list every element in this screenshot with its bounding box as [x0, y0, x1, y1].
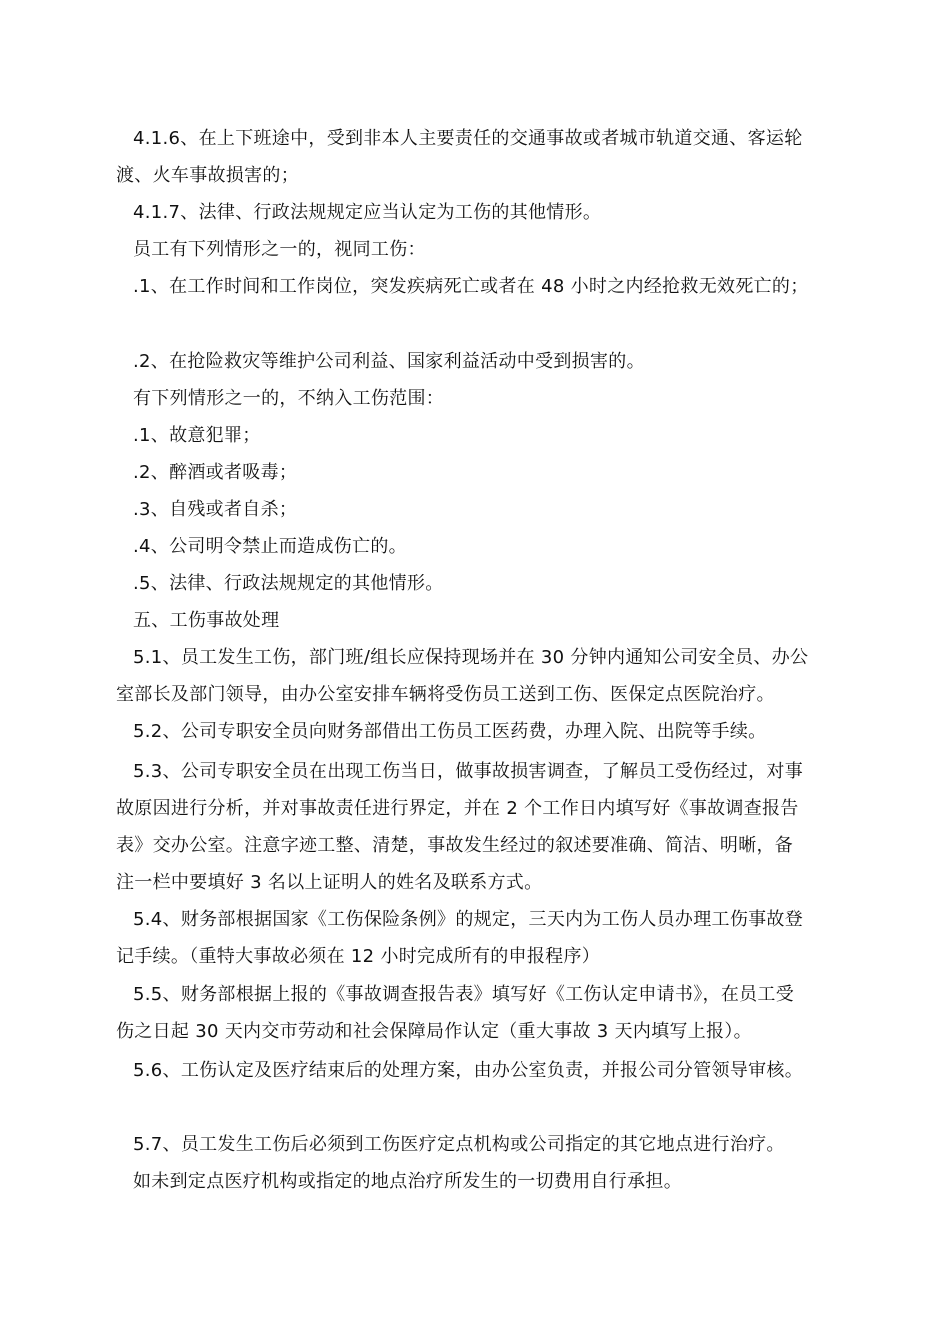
excluded-item-5: .5、法律、行政法规规定的其他情形。: [133, 573, 444, 594]
paragraph-4-1-6-line-1: 4.1.6、在上下班途中，受到非本人主要责任的交通事故或者城市轨道交通、客运轮: [133, 128, 803, 149]
section-heading-excluded: 有下列情形之一的，不纳入工伤范围：: [133, 388, 445, 409]
paragraph-5-3-line-4: 注一栏中要填好 3 名以上证明人的姓名及联系方式。: [116, 872, 543, 893]
paragraph-5-5-line-1: 5.5、财务部根据上报的《事故调查报告表》填写好《工伤认定申请书》，在员工受: [133, 984, 795, 1005]
excluded-item-2: .2、醉酒或者吸毒；: [133, 462, 298, 483]
deemed-injury-item-1: .1、在工作时间和工作岗位，突发疾病死亡或者在 48 小时之内经抢救无效死亡的；: [133, 276, 809, 297]
excluded-item-1: .1、故意犯罪；: [133, 425, 261, 446]
paragraph-5-5-line-2: 伤之日起 30 天内交市劳动和社会保障局作认定（重大事故 3 天内填写上报）。: [116, 1021, 752, 1042]
paragraph-4-1-7: 4.1.7、法律、行政法规规定应当认定为工伤的其他情形。: [133, 202, 602, 223]
paragraph-5-7: 5.7、员工发生工伤后必须到工伤医疗定点机构或公司指定的其它地点进行治疗。: [133, 1134, 785, 1155]
paragraph-5-4-line-2: 记手续。（重特大事故必须在 12 小时完成所有的申报程序）: [116, 946, 601, 967]
paragraph-5-3-line-2: 故原因进行分析，并对事故责任进行界定，并在 2 个工作日内填写好《事故调查报告: [116, 798, 799, 819]
paragraph-5-3-line-3: 表》交办公室。注意字迹工整、清楚，事故发生经过的叙述要准确、简洁、明晰，备: [116, 835, 794, 856]
paragraph-5-7-followup: 如未到定点医疗机构或指定的地点治疗所发生的一切费用自行承担。: [133, 1171, 682, 1192]
paragraph-5-1-line-1: 5.1、员工发生工伤，部门班/组长应保持现场并在 30 分钟内通知公司安全员、办公: [133, 647, 809, 668]
excluded-item-3: .3、自残或者自杀；: [133, 499, 298, 520]
paragraph-5-4-line-1: 5.4、财务部根据国家《工伤保险条例》的规定，三天内为工伤人员办理工伤事故登: [133, 909, 804, 930]
excluded-item-4: .4、公司明令禁止而造成伤亡的。: [133, 536, 407, 557]
paragraph-5-2: 5.2、公司专职安全员向财务部借出工伤员工医药费，办理入院、出院等手续。: [133, 721, 767, 742]
deemed-injury-item-2: .2、在抢险救灾等维护公司利益、国家利益活动中受到损害的。: [133, 351, 645, 372]
paragraph-5-3-line-1: 5.3、公司专职安全员在出现工伤当日，做事故损害调查，了解员工受伤经过，对事: [133, 761, 804, 782]
paragraph-4-1-6-line-2: 渡、火车事故损害的；: [116, 165, 299, 186]
section-heading-5: 五、工伤事故处理: [133, 610, 280, 631]
section-heading-deemed-injury: 员工有下列情形之一的，视同工伤：: [133, 239, 426, 260]
paragraph-5-6: 5.6、工伤认定及医疗结束后的处理方案，由办公室负责，并报公司分管领导审核。: [133, 1060, 804, 1081]
paragraph-5-1-line-2: 室部长及部门领导，由办公室安排车辆将受伤员工送到工伤、医保定点医院治疗。: [116, 684, 775, 705]
